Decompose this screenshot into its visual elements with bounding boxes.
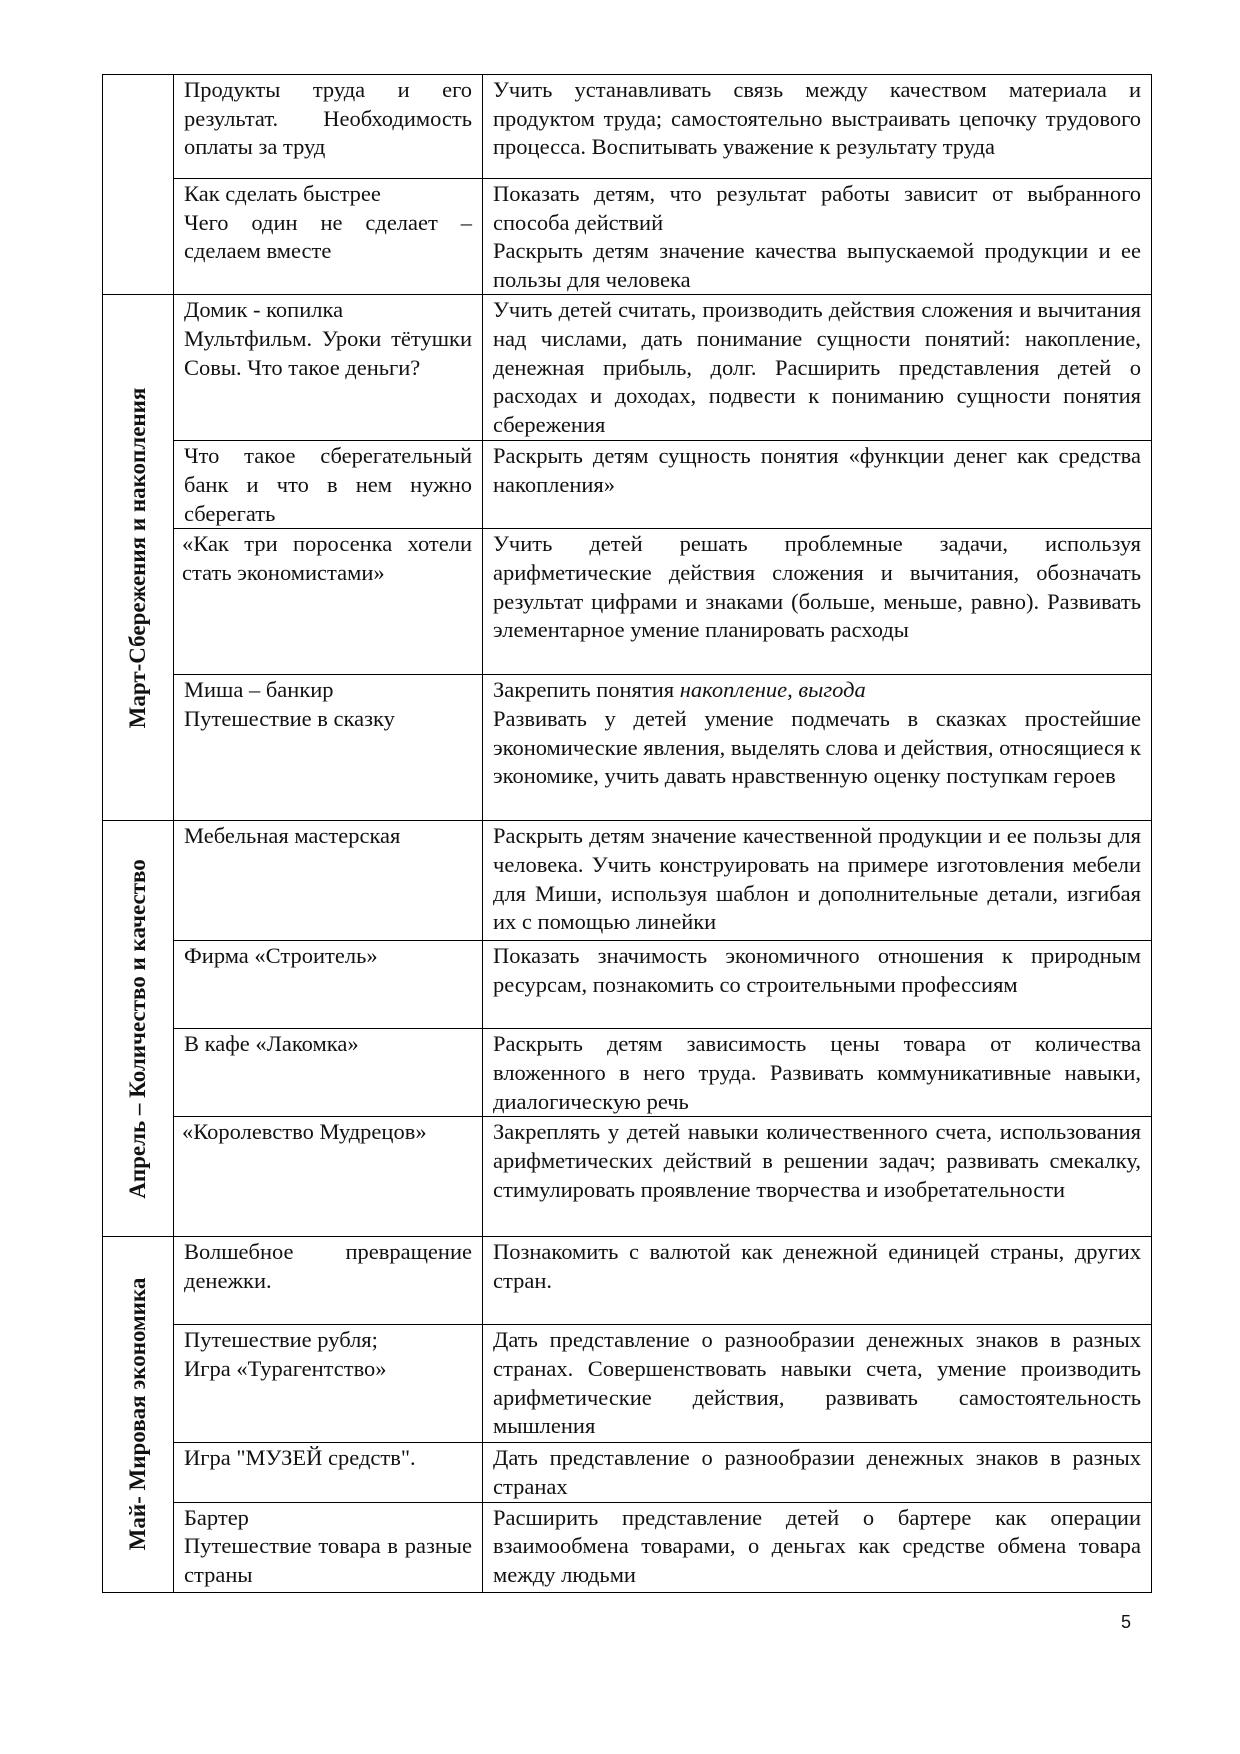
table-row	[103, 1237, 1152, 1325]
table-row	[103, 1502, 1152, 1592]
topic-cell	[174, 821, 483, 941]
topic-text: Миша – банкир	[184, 677, 334, 703]
goal-text: Развивать у детей умение подмечать в сказках простейшие экономические явления, выделять слова и действия, относящиеся к экономике, учить давать нравственную оценку поступкам героев	[493, 705, 1141, 789]
month-label: Апрель – Количество и качество	[125, 859, 150, 1199]
goal-text: Учить устанавливать связь между качеством материала и продуктом труда; самостоятельно выстраивать цепочку трудового процесса. Воспитывать уважение к результату труда	[493, 77, 1141, 160]
topic-text: Как сделать быстрее	[184, 181, 381, 206]
month-label: Май- Мировая экономика	[125, 1278, 150, 1551]
topic-text: Волшебное превращение денежки.	[184, 1239, 472, 1293]
table-row	[103, 441, 1152, 529]
topic-text: Чего один не сделает – сделаем вместе	[184, 209, 472, 264]
table-row	[103, 1325, 1152, 1443]
topic-text: Игра «Турагентство»	[184, 1355, 387, 1381]
topic-text: «Как три поросенка хотели стать экономистами»	[182, 531, 472, 585]
goal-cell	[483, 179, 1152, 295]
table-row	[103, 529, 1152, 675]
topic-cell	[174, 1502, 483, 1592]
goal-text: Раскрыть детям сущность понятия «функции денег как средства накопления»	[493, 443, 1141, 497]
topic-text: В кафе «Лакомка»	[184, 1031, 359, 1057]
goal-cell	[483, 441, 1152, 529]
goal-text: Закрепить понятия	[493, 677, 680, 703]
topic-cell	[174, 1325, 483, 1443]
goal-cell	[483, 1502, 1152, 1592]
topic-text: Что такое сберегательный банк и что в нем нужно сберегать	[184, 443, 472, 526]
topic-text: Мультфильм. Уроки тётушки Совы. Что такое деньги?	[184, 325, 472, 380]
goal-italic-text: накопление, выгода	[679, 677, 866, 703]
goal-cell	[483, 821, 1152, 941]
topic-text: Путешествие товара в разные страны	[184, 1533, 472, 1587]
topic-cell	[174, 295, 483, 441]
topic-cell	[174, 75, 483, 179]
topic-text: Путешествие рубля;	[184, 1327, 378, 1353]
topic-text: Бартер	[184, 1504, 249, 1530]
goal-text: Познакомить с валютой как денежной единицей страны, других стран.	[493, 1239, 1141, 1293]
goal-text: Учить детей решать проблемные задачи, используя арифметические действия сложения и вычитания, обозначать результат цифрами и знаками (больше, меньше, равно). Развивать элементарное умение планировать расходы	[493, 531, 1141, 643]
goal-text: Раскрыть детям значение качественной продукции и ее пользы для человека. Учить конструировать на примере изготовления мебели для Миши, используя шаблон и дополнительные детали, изгибая их с помощью линейки	[493, 823, 1141, 935]
table-row	[103, 75, 1152, 179]
goal-cell	[483, 75, 1152, 179]
goal-cell	[483, 1443, 1152, 1502]
table-row	[103, 821, 1152, 941]
topic-cell	[174, 1029, 483, 1117]
goal-cell	[483, 941, 1152, 1029]
page-number: 5	[1121, 1612, 1132, 1632]
goal-cell	[483, 1325, 1152, 1443]
goal-text: Учить детей считать, производить действия сложения и вычитания над числами, дать понимание сущности понятий: накопление, денежная прибыль, долг. Расширить представления детей о расходах и доходах, подвести к пониманию сущности понятия сбережения	[493, 297, 1141, 437]
goal-text: Дать представление о разнообразии денежных знаков в разных странах	[493, 1445, 1141, 1499]
table-row	[103, 675, 1152, 821]
table-row	[103, 941, 1152, 1029]
table-row	[103, 1443, 1152, 1502]
month-cell	[103, 295, 174, 821]
topic-text: «Королевство Мудрецов»	[182, 1119, 427, 1145]
goal-text: Дать представление о разнообразии денежных знаков в разных странах. Совершенствовать навыки счета, умение производить арифметические действия, развивать самостоятельность мышления	[493, 1327, 1141, 1439]
goal-cell	[483, 295, 1152, 441]
goal-cell	[483, 1029, 1152, 1117]
table-row	[103, 179, 1152, 295]
topic-cell	[174, 941, 483, 1029]
month-cell	[103, 821, 174, 1237]
goal-text: Закреплять у детей навыки количественного счета, использования арифметических действий в решении задач; развивать смекалку, стимулировать проявление творчества и изобретательности	[493, 1119, 1141, 1202]
goal-text: Расширить представление детей о бартере как операции взаимообмена товарами, о деньгах как средстве обмена товара между людьми	[493, 1504, 1141, 1587]
topic-cell	[174, 1237, 483, 1325]
topic-text: Игра "МУЗЕЙ средств".	[184, 1445, 416, 1471]
goal-cell	[483, 675, 1152, 821]
month-label: Март-Сбережения и накопления	[125, 387, 150, 729]
month-cell	[103, 75, 174, 295]
topic-cell	[174, 1117, 483, 1237]
goal-text: Раскрыть детям значение качества выпускаемой продукции и ее пользы для человека	[493, 238, 1141, 292]
table-row	[103, 295, 1152, 441]
goal-text: Показать детям, что результат работы зависит от выбранного способа действий	[493, 181, 1141, 235]
goal-cell	[483, 529, 1152, 675]
goal-cell	[483, 1117, 1152, 1237]
topic-cell	[174, 675, 483, 821]
month-cell	[103, 1237, 174, 1592]
topic-text: Продукты труда и его результат. Необходимость оплаты за труд	[184, 77, 472, 160]
topic-cell	[174, 1443, 483, 1502]
topic-text: Фирма «Строитель»	[184, 943, 378, 969]
topic-text: Путешествие в сказку	[184, 705, 395, 731]
topic-text: Мебельная мастерская	[184, 823, 401, 849]
topic-cell	[174, 179, 483, 295]
goal-cell	[483, 1237, 1152, 1325]
lesson-plan-table	[102, 74, 1152, 1593]
topic-cell	[174, 441, 483, 529]
topic-text: Домик - копилка	[184, 297, 344, 323]
goal-text: Показать значимость экономичного отношения к природным ресурсам, познакомить со строительными профессиям	[493, 943, 1141, 997]
table-row	[103, 1029, 1152, 1117]
topic-cell	[174, 529, 483, 675]
goal-text: Раскрыть детям зависимость цены товара от количества вложенного в него труда. Развивать коммуникативные навыки, диалогическую речь	[493, 1031, 1141, 1114]
table-row	[103, 1117, 1152, 1237]
